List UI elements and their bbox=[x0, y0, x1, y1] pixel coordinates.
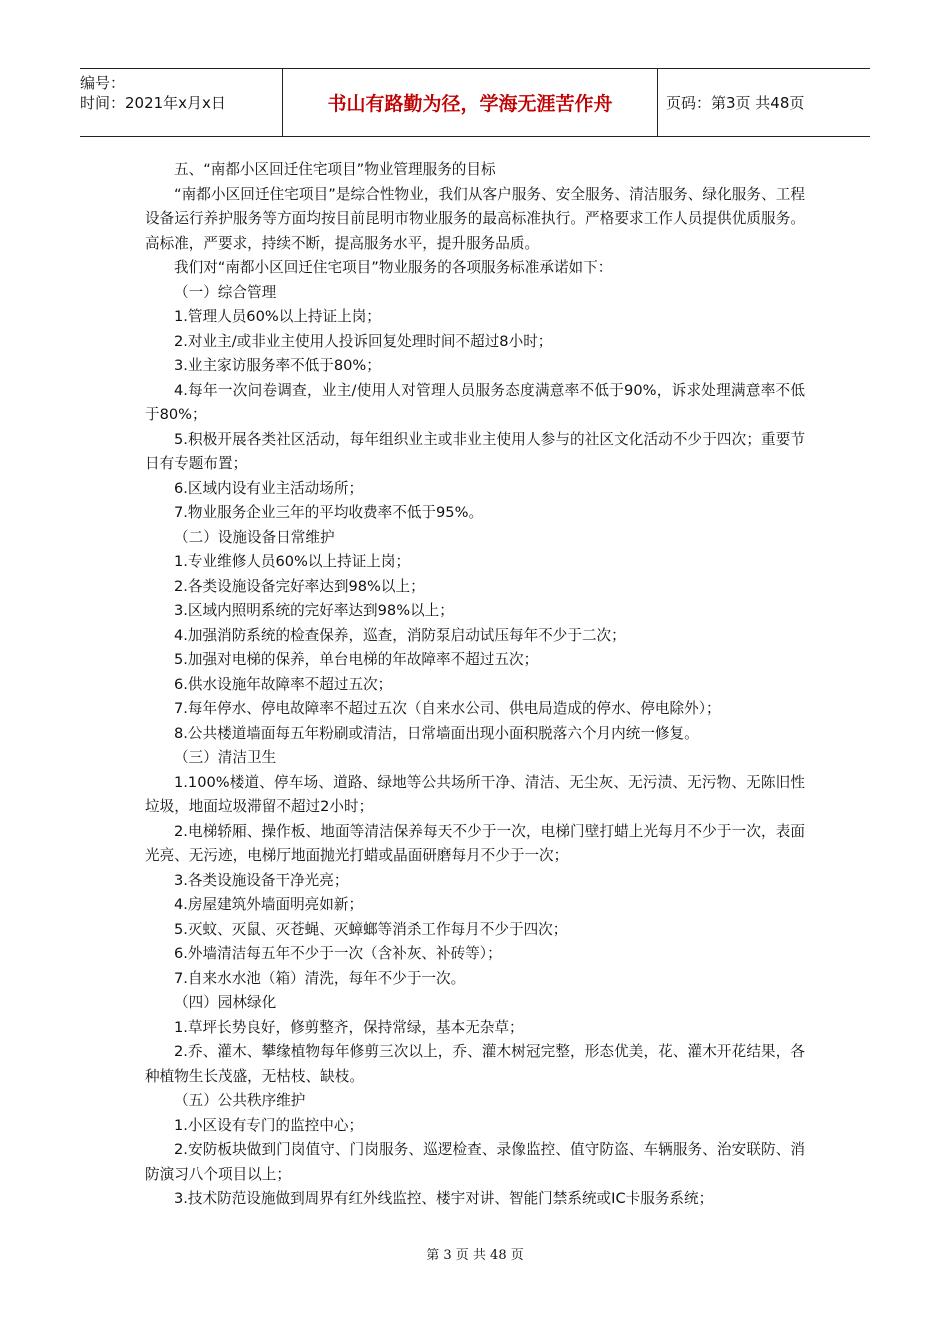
subsection-heading: （一）综合管理 bbox=[174, 283, 277, 301]
header-left-cell bbox=[80, 69, 280, 140]
list-item: 4.每年一次问卷调查，业主/使用人对管理人员服务态度满意率不低于90%，诉求处理满意率不低于80%； bbox=[145, 381, 805, 423]
subsection-heading: （三）清洁卫生 bbox=[174, 749, 277, 766]
list-item: 5.积极开展各类社区活动，每年组织业主或非业主使用人参与的社区文化活动不少于四次；重要节日有专题布置； bbox=[145, 430, 805, 472]
section-heading: 五、“南都小区回迁住宅项目”物业管理服务的目标 bbox=[174, 161, 496, 178]
list-item: 2.电梯轿厢、操作板、地面等清洁保养每天不少于一次，电梯门壁打蜡上光每月不少于一次，表面光亮、无污迹，电梯厅地面抛光打蜡或晶面研磨每月不少于一次； bbox=[145, 822, 805, 864]
list-item: 2.安防板块做到门岗值守、门岗服务、巡逻检查、录像监控、值守防盗、车辆服务、治安联防、消防演习八个项目以上； bbox=[145, 1141, 805, 1183]
list-item: 3.各类设施设备干净光亮； bbox=[174, 871, 349, 889]
list-item: 6.外墙清洁每五年不少于一次（含补灰、补砖等）； bbox=[174, 945, 502, 962]
page-info: 页码：第3页 共48页 bbox=[666, 94, 805, 112]
number-label: 编号： bbox=[80, 74, 126, 92]
list-item: 1.专业维修人员60%以上持证上岗； bbox=[174, 553, 411, 570]
list-item: 1.100%楼道、停车场、道路、绿地等公共场所干净、清洁、无尘灰、无污渍、无污物、无陈旧性垃圾，地面垃圾滞留不超过2小时； bbox=[145, 773, 805, 815]
subsection-heading: （二）设施设备日常维护 bbox=[174, 528, 335, 546]
list-item: 2.乔、灌木、攀缘植物每年修剪三次以上，乔、灌木树冠完整，形态优美，花、灌木开花结果，各种植物生长茂盛，无枯枝、缺枝。 bbox=[145, 1043, 805, 1085]
date-label: 时间：2021年x月x日 bbox=[80, 94, 226, 112]
list-item: 8.公共楼道墙面每五年粉刷或清洁，日常墙面出现小面积脱落六个月内统一修复。 bbox=[174, 724, 699, 742]
list-item: 7.每年停水、停电故障率不超过五次（自来水公司、供电局造成的停水、停电除外）； bbox=[174, 700, 721, 717]
list-item: 7.自来水水池（箱）清洗，每年不少于一次。 bbox=[174, 969, 466, 987]
list-item: 1.小区设有专门的监控中心； bbox=[174, 1116, 364, 1134]
list-item: 2.对业主/或非业主使用人投诉回复处理时间不超过8小时； bbox=[174, 332, 553, 350]
list-item: 2.各类设施设备完好率达到98%以上； bbox=[174, 577, 425, 595]
list-item: 6.供水设施年故障率不超过五次； bbox=[174, 675, 393, 693]
list-item: 3.技术防范设施做到周界有红外线监控、楼宇对讲、智能门禁系统或IC卡服务系统； bbox=[174, 1190, 714, 1207]
paragraph: 我们对“南都小区回迁住宅项目”物业服务的各项服务标准承诺如下： bbox=[174, 259, 613, 276]
list-item: 5.灭蚊、灭鼠、灭苍蝇、灭蟑螂等消杀工作每月不少于四次； bbox=[174, 920, 568, 938]
list-item: 6.区域内设有业主活动场所； bbox=[174, 479, 364, 497]
subsection-heading: （五）公共秩序维护 bbox=[174, 1092, 306, 1109]
list-item: 3.区域内照明系统的完好率达到98%以上； bbox=[174, 602, 454, 619]
list-item: 4.房屋建筑外墙面明亮如新； bbox=[174, 896, 364, 913]
list-item: 5.加强对电梯的保养，单台电梯的年故障率不超过五次； bbox=[174, 651, 539, 668]
list-item: 3.业主家访服务率不低于80%； bbox=[174, 357, 381, 374]
document-body bbox=[145, 158, 805, 1212]
page-header bbox=[80, 68, 870, 137]
motto: 书山有路勤为径，学海无涯苦作舟 bbox=[282, 69, 658, 136]
list-item: 1.草坪长势良好，修剪整齐，保持常绿，基本无杂草； bbox=[174, 1018, 524, 1036]
page-footer: 第 3 页 共 48 页 bbox=[426, 1248, 524, 1263]
list-item: 7.物业服务企业三年的平均收费率不低于95%。 bbox=[174, 504, 484, 521]
paragraph: “南都小区回迁住宅项目”是综合性物业，我们从客户服务、安全服务、清洁服务、绿化服务、工程设备运行养护服务等方面均按目前昆明市物业服务的最高标准执行。严格要求工作人员提供优质服务。高标准，严要求，持续不断，提高服务水平，提升服务品质。 bbox=[145, 185, 805, 252]
list-item: 4.加强消防系统的检查保养，巡查，消防泵启动试压每年不少于二次； bbox=[174, 626, 626, 644]
list-item: 1.管理人员60%以上持证上岗； bbox=[174, 308, 381, 325]
subsection-heading: （四）园林绿化 bbox=[174, 994, 277, 1011]
